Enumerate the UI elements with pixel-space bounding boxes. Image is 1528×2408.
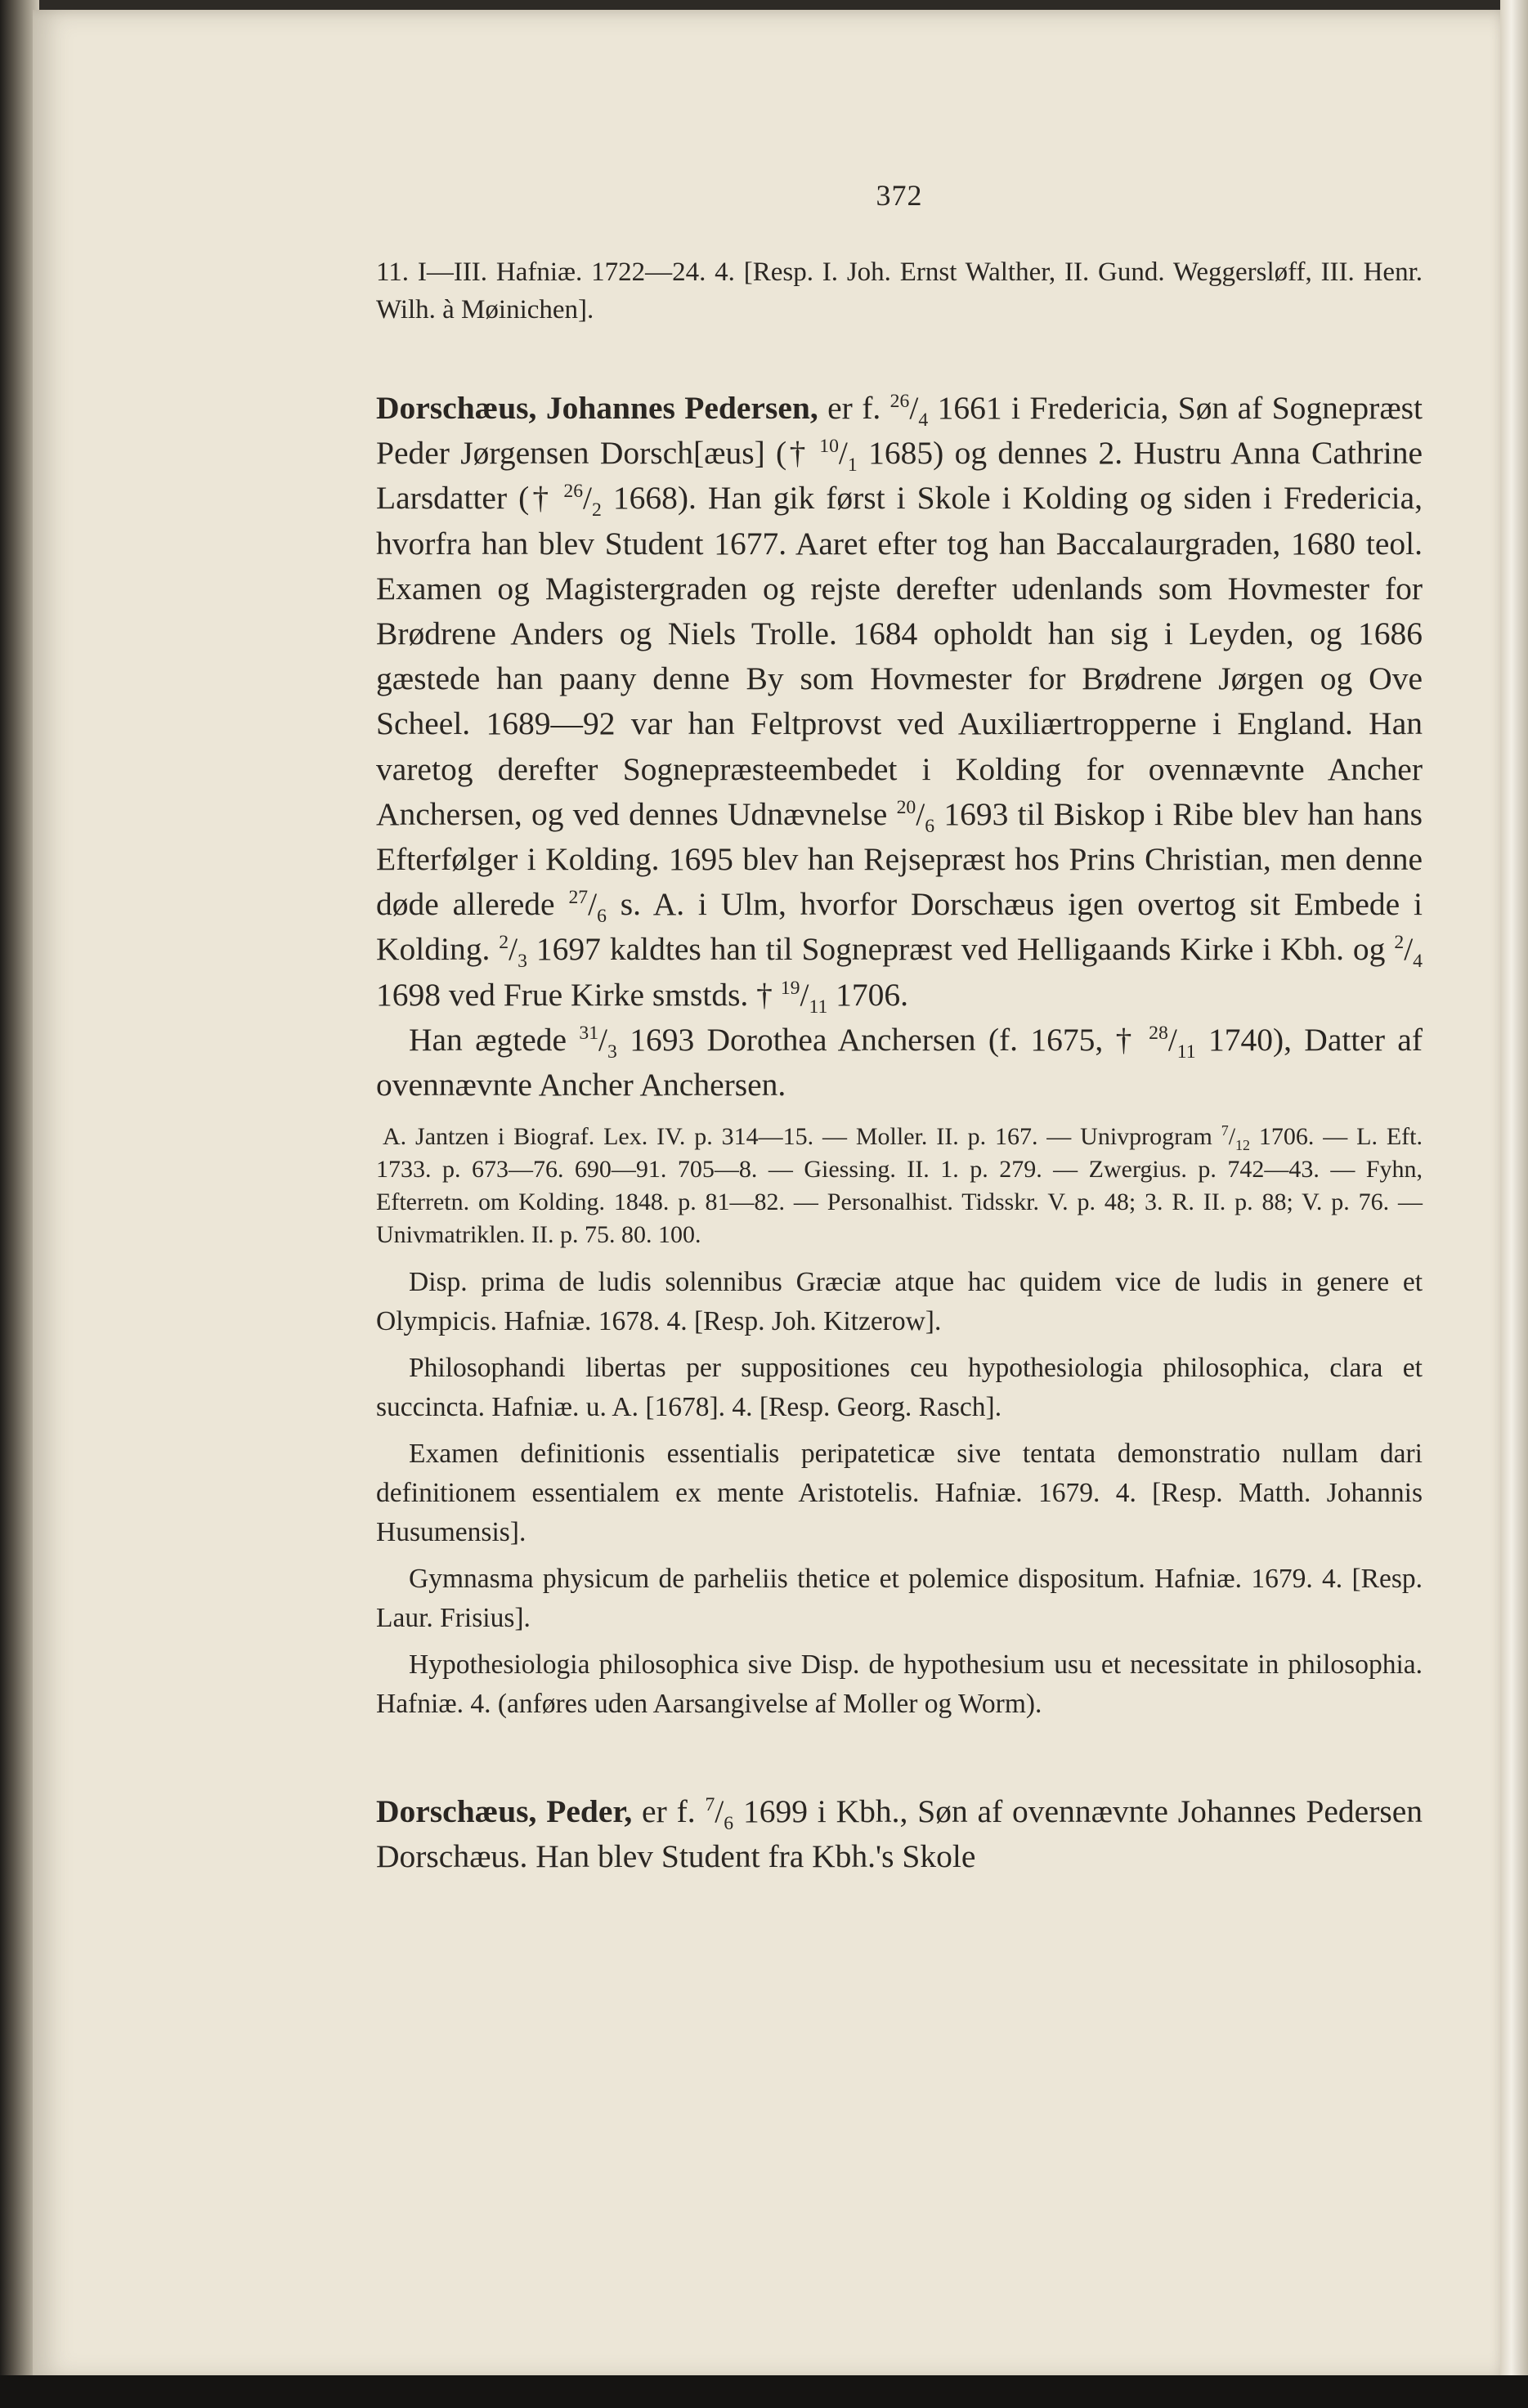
page-number: 372: [876, 179, 923, 212]
work-item: Examen definitionis essentialis peripateticæ sive tentata demonstratio nullam dari definitionem essentialem ex mente Aristotelis. Hafniæ. 1679. 4. [Resp. Matth. Johannis Husumensis].: [376, 1439, 1423, 1548]
text-column: [376, 178, 1423, 1880]
entry-heading: Dorschæus, Peder,: [376, 1793, 633, 1830]
work-item: Gymnasma physicum de parheliis thetice et polemice dispositum. Hafniæ. 1679. 4. [Resp. Laur. Frisius].: [376, 1564, 1423, 1634]
work-item: Disp. prima de ludis solennibus Græciæ atque hac quidem vice de ludis in genere et Olympicis. Hafniæ. 1678. 4. [Resp. Joh. Kitzerow].: [376, 1267, 1423, 1337]
scan-border: [0, 2375, 1528, 2408]
entry-dorschaeus-peder: Dorschæus, Peder, er f. $^7/_6$ 1699 i Kbh., Søn af ovennævnte Johannes Pedersen Dorschæus. Han blev Student fra Kbh.'s Skole: [376, 1793, 1423, 1875]
work-item: Philosophandi libertas per suppositiones ceu hypothesiologia philosophica, clara et succincta. Hafniæ. u. A. [1678]. 4. [Resp. Georg. Rasch].: [376, 1353, 1423, 1423]
references: A. Jantzen i Biograf. Lex. IV. p. 314—15. — Moller. II. p. 167. — Univprogram $^7/_{12}$ 1706. — L. Eft. 1733. p. 673—76. 690—91. 705—8. — Giessing. II. 1. p. 279. — Zwergius. p. 742—43. — Fyhn, Efterretn. om Kolding. 1848. p. 81—82. — Personalhist. Tidsskr. V. p. 48; 3. R. II. p. 88; V. p. 76. — Univmatriklen. II. p. 75. 80. 100.: [376, 1122, 1423, 1249]
entry-dorschaeus-johannes: Dorschæus, Johannes Pedersen, er f. $^{26}/_4$ 1661 i Fredericia, Søn af Sognepræst Peder Jørgensen Dorsch[æus] († $^{10}/_1$ 1685) og dennes 2. Hustru Anna Cathrine Larsdatter († $^{26}/_2$ 1668). Han gik først i Skole i Kolding og siden i Fredericia, hvorfra han blev Student 1677. Aaret efter tog han Baccalaurgraden, 1680 teol. Examen og Magistergraden og rejste derefter udenlands som Hovmester for Brødrene Anders og Niels Trolle. 1684 opholdt han sig i Leyden, og 1686 gæstede han paany denne By som Hovmester for Brødrene Jørgen og Ove Scheel. 1689—92 var han Feltprovst ved Auxiliærtropperne i England. Han varetog derefter Sognepræsteembedet i Kolding for ovennævnte Ancher Anchersen, og ved dennes Udnævnelse $^{20}/_6$ 1693 til Biskop i Ribe blev han hans Efterfølger i Kolding. 1695 blev han Rejsepræst hos Prins Christian, men denne døde allerede $^{27}/_6$ s. A. i Ulm, hvorfor Dorschæus igen overtog sit Embede i Kolding. $^2/_3$ 1697 kaldtes han til Sognepræst ved Helligaands Kirke i Kbh. og $^2/_4$ 1698 ved Frue Kirke smstds. † $^{19}/_{11}$ 1706.: [376, 390, 1423, 1018]
work-item: Hypothesiologia philosophica sive Disp. de hypothesium usu et necessitate in philosophia. Hafniæ. 4. (anføres uden Aarsangivelse af Moller og Worm).: [376, 1649, 1423, 1720]
page-edge: [1500, 0, 1528, 2408]
entry-heading: Dorschæus, Johannes Pedersen,: [376, 390, 818, 426]
continued-entry: 11. I—III. Hafniæ. 1722—24. 4. [Resp. I. Joh. Ernst Walther, II. Gund. Weggersløff, III. Henr. Wilh. à Møinichen].: [376, 257, 1423, 324]
marriage-paragraph: Han ægtede $^{31}/_3$ 1693 Dorothea Anchersen (f. 1675, † $^{28}/_{11}$ 1740), Datter af ovennævnte Ancher Anchersen.: [376, 1021, 1423, 1103]
